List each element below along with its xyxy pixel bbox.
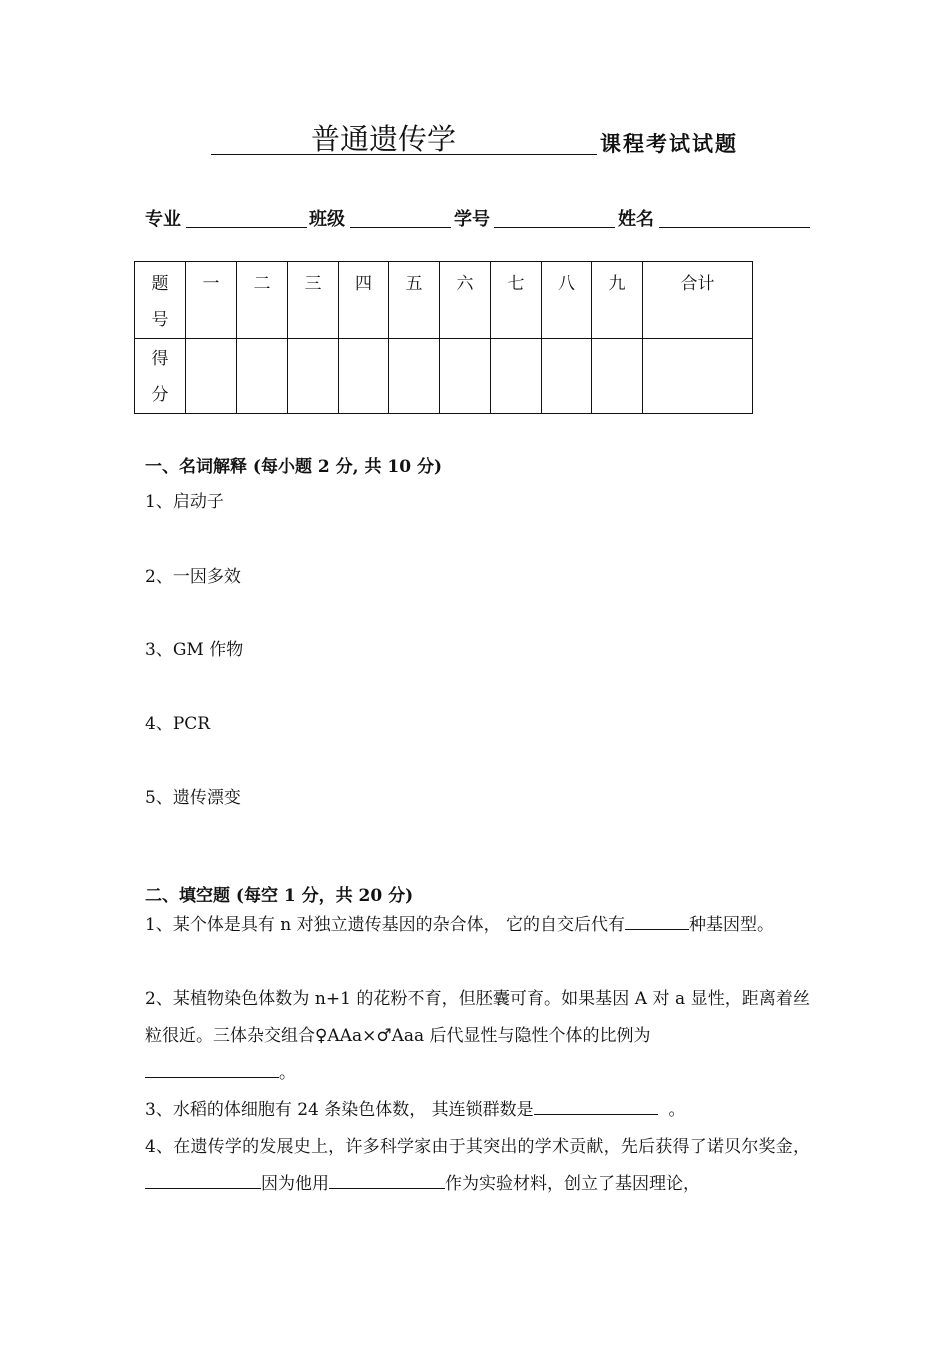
- course-name: 普通遗传学: [311, 122, 457, 156]
- fill-question-1: 1、某个体是具有 n 对独立遗传基因的杂合体， 它的自交后代有 种基因型。: [145, 907, 810, 944]
- term-item: 3、GM 作物: [145, 640, 244, 660]
- score-cell[interactable]: [389, 339, 440, 414]
- column-header-total: 合计: [643, 262, 753, 339]
- column-header: 八: [542, 262, 592, 339]
- fill-question-2: 2、某植物染色体数为 n+1 的花粉不育，但胚囊可育。如果基因 A 对 a 显性，距离着丝粒很近。三体杂交组合♀AAa×♂Aaa 后代显性与隐性个体的比例为 。: [145, 989, 810, 1083]
- column-header: 九: [592, 262, 643, 339]
- exam-title-suffix: 课程考试试题: [600, 131, 738, 156]
- answer-blank[interactable]: [329, 1170, 445, 1189]
- column-header: 七: [491, 262, 542, 339]
- score-table: [134, 261, 753, 414]
- student-id-label: 学号: [454, 209, 490, 230]
- term-item: 2、一因多效: [145, 567, 241, 587]
- score-cell[interactable]: [288, 339, 339, 414]
- score-cell[interactable]: [491, 339, 542, 414]
- answer-blank[interactable]: [145, 1059, 279, 1078]
- section-1-title: 一、名词解释 (每小题 2 分, 共 10 分): [145, 457, 443, 477]
- score-cell[interactable]: [542, 339, 592, 414]
- answer-blank[interactable]: [534, 1096, 658, 1115]
- score-row: [135, 339, 753, 414]
- score-cell-total[interactable]: [643, 339, 753, 414]
- column-header: 六: [440, 262, 491, 339]
- score-cell[interactable]: [440, 339, 491, 414]
- name-label: 姓名: [618, 209, 654, 230]
- name-blank[interactable]: [659, 227, 810, 228]
- column-header: 二: [237, 262, 288, 339]
- column-header: 三: [288, 262, 339, 339]
- score-cell[interactable]: [186, 339, 237, 414]
- fill-question-3: 3、水稻的体细胞有 24 条染色体数， 其连锁群数是 。: [145, 1092, 810, 1129]
- student-id-blank[interactable]: [494, 227, 615, 228]
- term-item: 4、PCR: [145, 714, 211, 734]
- fill-question-4: 4、在遗传学的发展史上，许多科学家由于其突出的学术贡献，先后获得了诺贝尔奖金，因为他用 作为实验材料，创立了基因理论，: [145, 1137, 810, 1194]
- column-header: 四: [339, 262, 389, 339]
- row-label-question-number: 题 号: [135, 262, 186, 339]
- class-blank[interactable]: [350, 227, 451, 228]
- row-label-score: 得 分: [135, 339, 186, 414]
- term-item: 5、遗传漂变: [145, 788, 241, 808]
- score-cell[interactable]: [237, 339, 288, 414]
- column-header: 五: [389, 262, 440, 339]
- answer-blank[interactable]: [145, 1170, 261, 1189]
- score-cell[interactable]: [592, 339, 643, 414]
- major-blank[interactable]: [186, 227, 307, 228]
- score-cell[interactable]: [339, 339, 389, 414]
- column-header: 一: [186, 262, 237, 339]
- answer-blank[interactable]: [625, 911, 689, 930]
- term-item: 1、启动子: [145, 492, 224, 512]
- class-label: 班级: [309, 209, 345, 230]
- question-number-row: [135, 262, 753, 339]
- section-2-title: 二、填空题 (每空 1 分，共 20 分): [145, 886, 414, 906]
- major-label: 专业: [145, 209, 181, 230]
